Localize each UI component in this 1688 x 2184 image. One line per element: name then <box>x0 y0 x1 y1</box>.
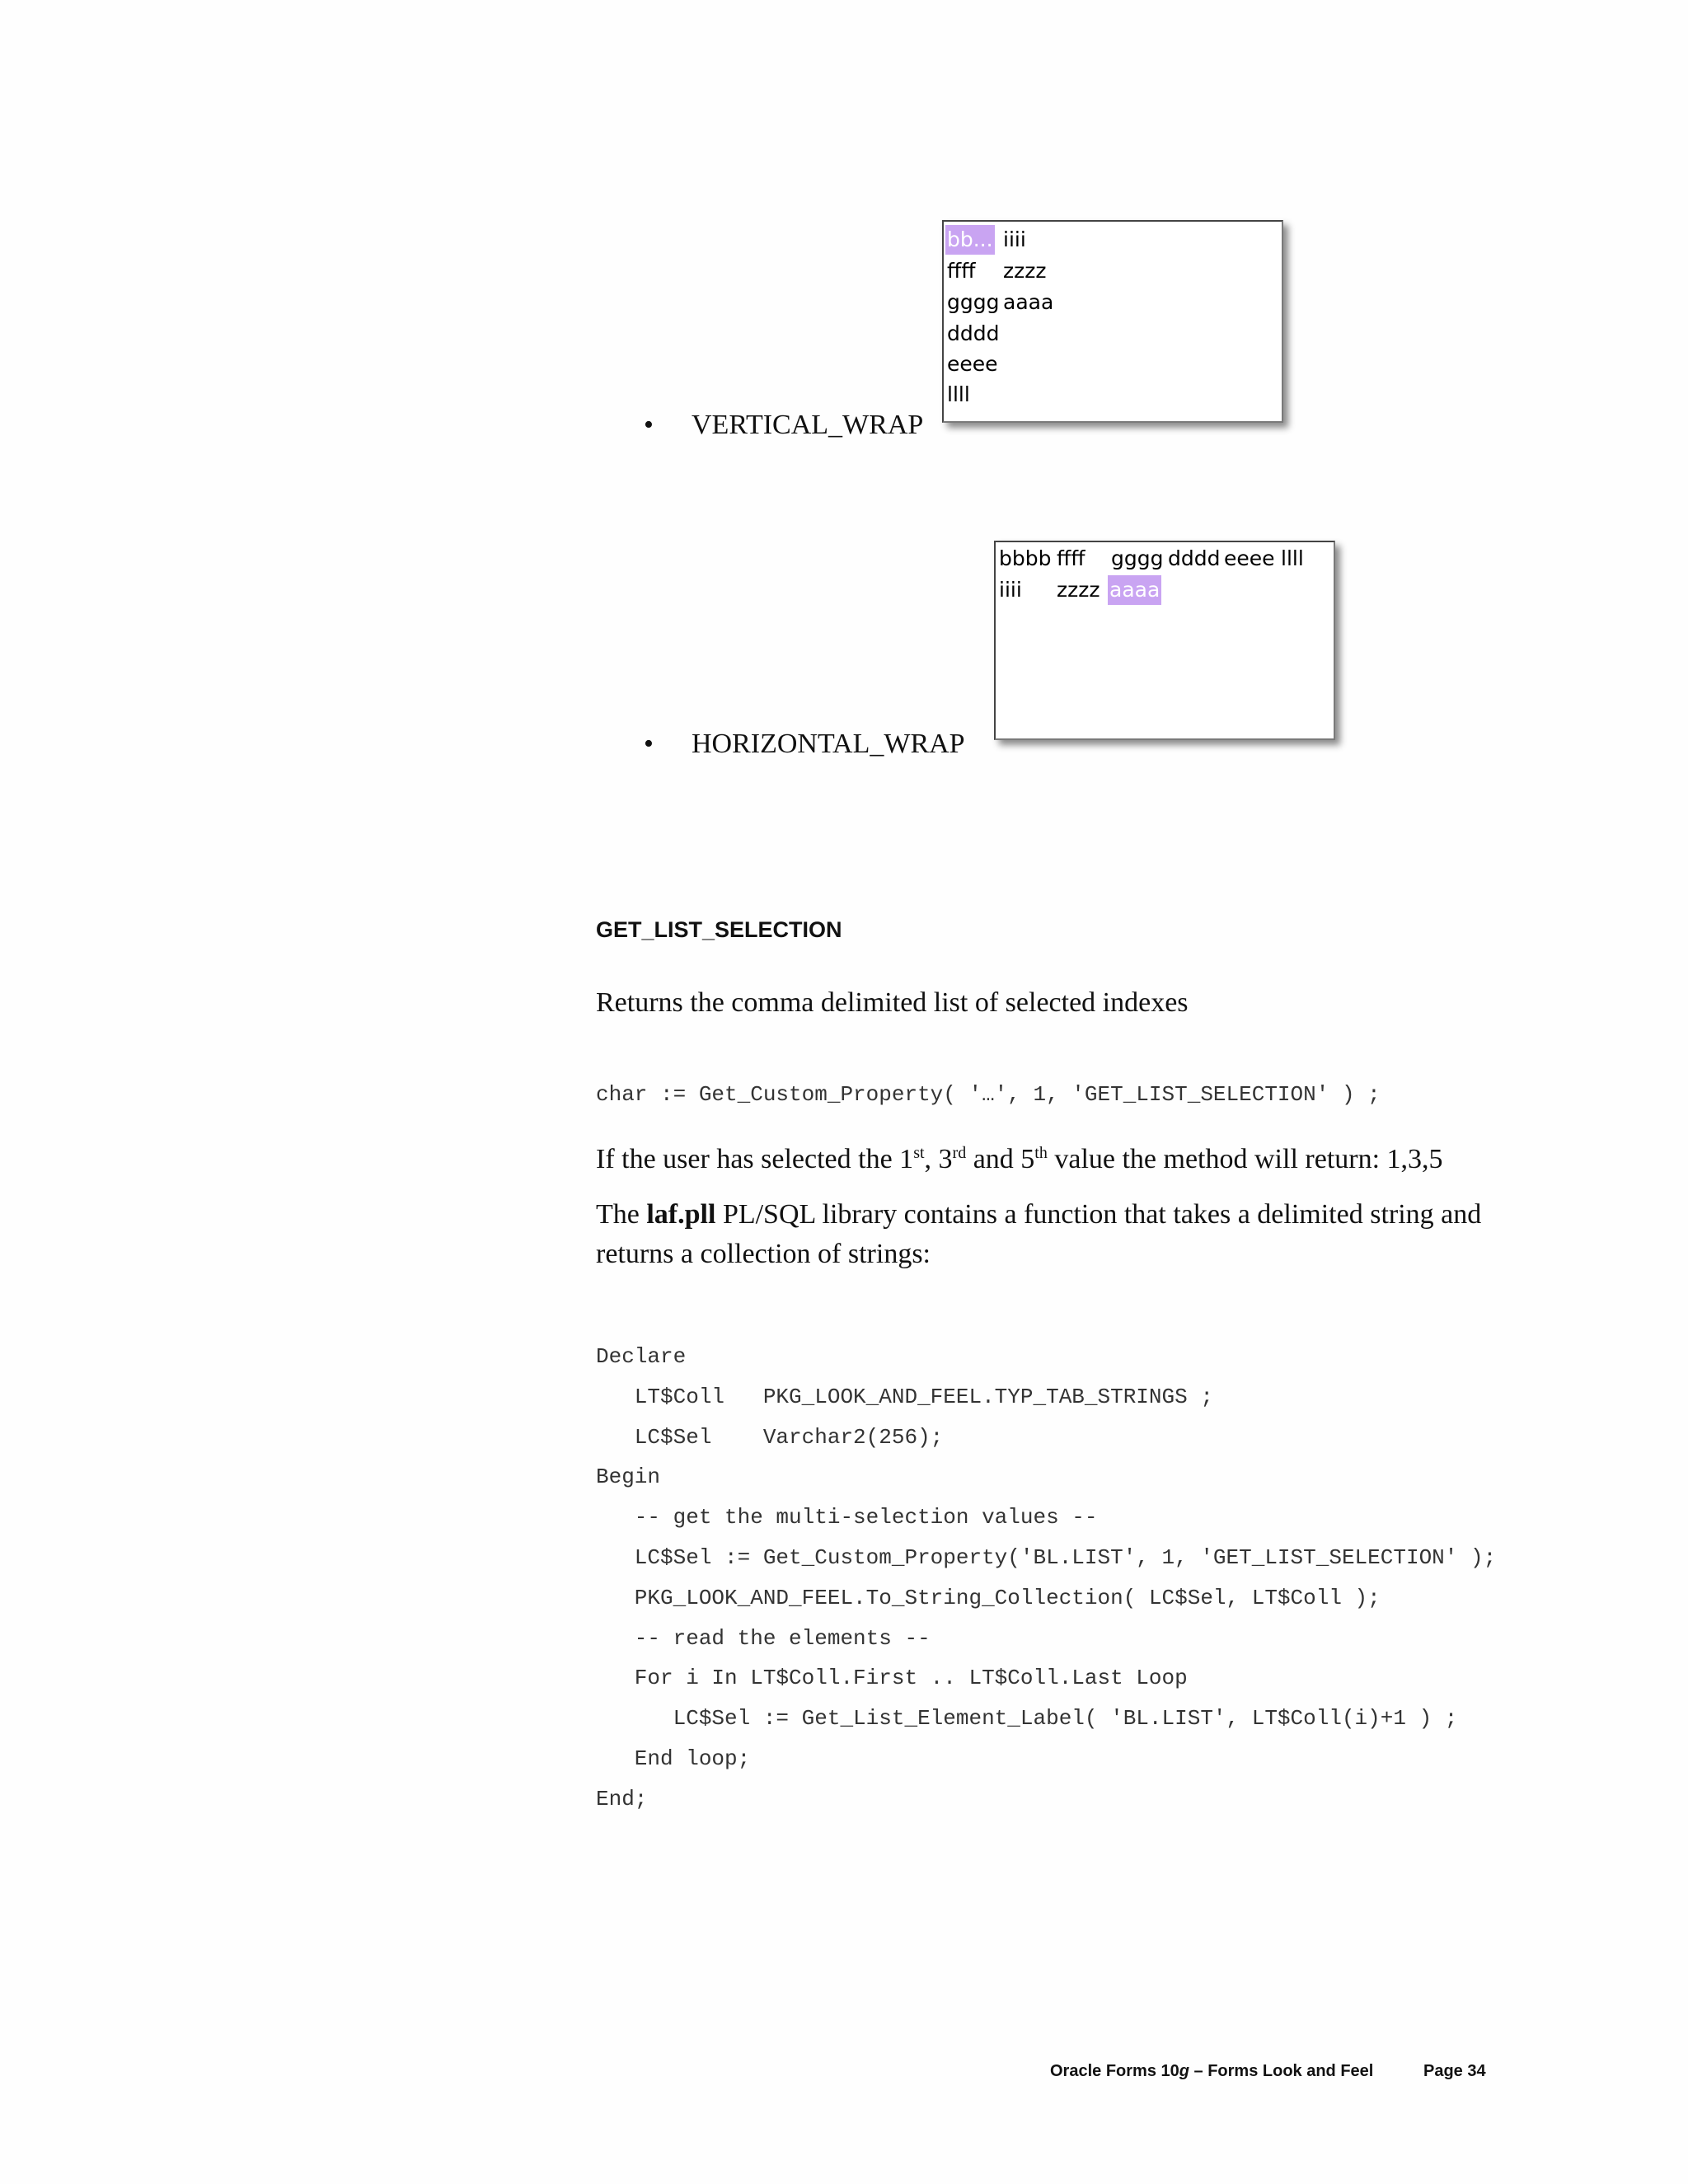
library-paragraph <box>596 1195 1511 1274</box>
footer-title <box>1050 2062 1373 2081</box>
bullet-dot: • <box>644 729 654 759</box>
text-span: If the user has selected the 1 <box>596 1144 914 1174</box>
bullet-label: HORIZONTAL_WRAP <box>692 729 965 759</box>
library-name: laf.pll <box>646 1199 716 1230</box>
bullet-label: VERTICAL_WRAP <box>692 410 924 440</box>
code-line: End; <box>596 1786 648 1811</box>
description-paragraph: Returns the comma delimited list of selected indexes <box>596 987 1189 1018</box>
code-line: -- read the elements -- <box>596 1625 931 1651</box>
horizontal-wrap-list-image <box>994 541 1335 740</box>
list-cell: llll <box>947 382 970 406</box>
syntax-code: char := Get_Custom_Property( '…', 1, 'GET_LIST_SELECTION' ) ; <box>596 1082 1381 1107</box>
text-span: , 3 <box>924 1144 953 1174</box>
text-span: value the method will return: 1,3,5 <box>1047 1144 1443 1174</box>
text-span: The <box>596 1199 647 1230</box>
list-cell: llll <box>1281 546 1304 570</box>
list-cell: zzzz <box>1003 259 1047 283</box>
list-cell: eeee <box>1224 546 1275 570</box>
list-cell: dddd <box>1168 546 1221 570</box>
list-cell: gggg <box>947 290 1000 314</box>
list-cell: iiii <box>1003 227 1026 251</box>
list-cell: aaaa <box>1108 575 1161 605</box>
section-heading: GET_LIST_SELECTION <box>596 917 842 942</box>
superscript: rd <box>952 1144 967 1162</box>
list-cell: gggg <box>1111 546 1164 570</box>
code-line: End loop; <box>596 1746 751 1771</box>
text-span: g <box>1179 2062 1189 2080</box>
vertical-wrap-list-image <box>942 220 1283 423</box>
code-line: Begin <box>596 1465 661 1490</box>
code-line: LC$Sel Varchar2(256); <box>596 1424 944 1450</box>
code-line: LC$Sel := Get_List_Element_Label( 'BL.LIST', LT$Coll(i)+1 ) ; <box>596 1706 1458 1732</box>
code-line: LC$Sel := Get_Custom_Property('BL.LIST', 1, 'GET_LIST_SELECTION' ); <box>596 1544 1497 1570</box>
list-cell: eeee <box>947 352 998 376</box>
page-number: Page 34 <box>1423 2062 1486 2080</box>
code-line: -- get the multi-selection values -- <box>596 1505 1098 1530</box>
text-span: – Forms Look and Feel <box>1189 2062 1374 2080</box>
list-cell: dddd <box>947 321 1000 345</box>
text-span: Oracle Forms 10 <box>1050 2062 1179 2080</box>
code-line: PKG_LOOK_AND_FEEL.To_String_Collection( LC$Sel, LT$Coll ); <box>596 1585 1381 1610</box>
superscript: st <box>913 1144 925 1162</box>
list-cell: aaaa <box>1003 290 1054 314</box>
code-line: LT$Coll PKG_LOOK_AND_FEEL.TYP_TAB_STRINGS ; <box>596 1384 1213 1409</box>
text-span: and 5 <box>966 1144 1035 1174</box>
superscript: th <box>1034 1144 1048 1162</box>
list-cell: bbbb <box>999 546 1052 570</box>
list-cell: ffff <box>1057 546 1085 570</box>
list-cell: iiii <box>999 578 1022 602</box>
list-cell: bb... <box>945 225 995 255</box>
list-cell: zzzz <box>1057 578 1100 602</box>
bullet-dot: • <box>644 410 654 440</box>
code-block <box>596 1337 1496 1820</box>
list-cell: ffff <box>947 259 976 283</box>
text-span: PL/SQL library contains a function that takes a delimited string and returns a collection of strings: <box>596 1199 1482 1269</box>
code-line: Declare <box>596 1344 687 1369</box>
example-paragraph <box>596 1140 1443 1179</box>
code-line: For i In LT$Coll.First .. LT$Coll.Last Loop <box>596 1666 1188 1691</box>
